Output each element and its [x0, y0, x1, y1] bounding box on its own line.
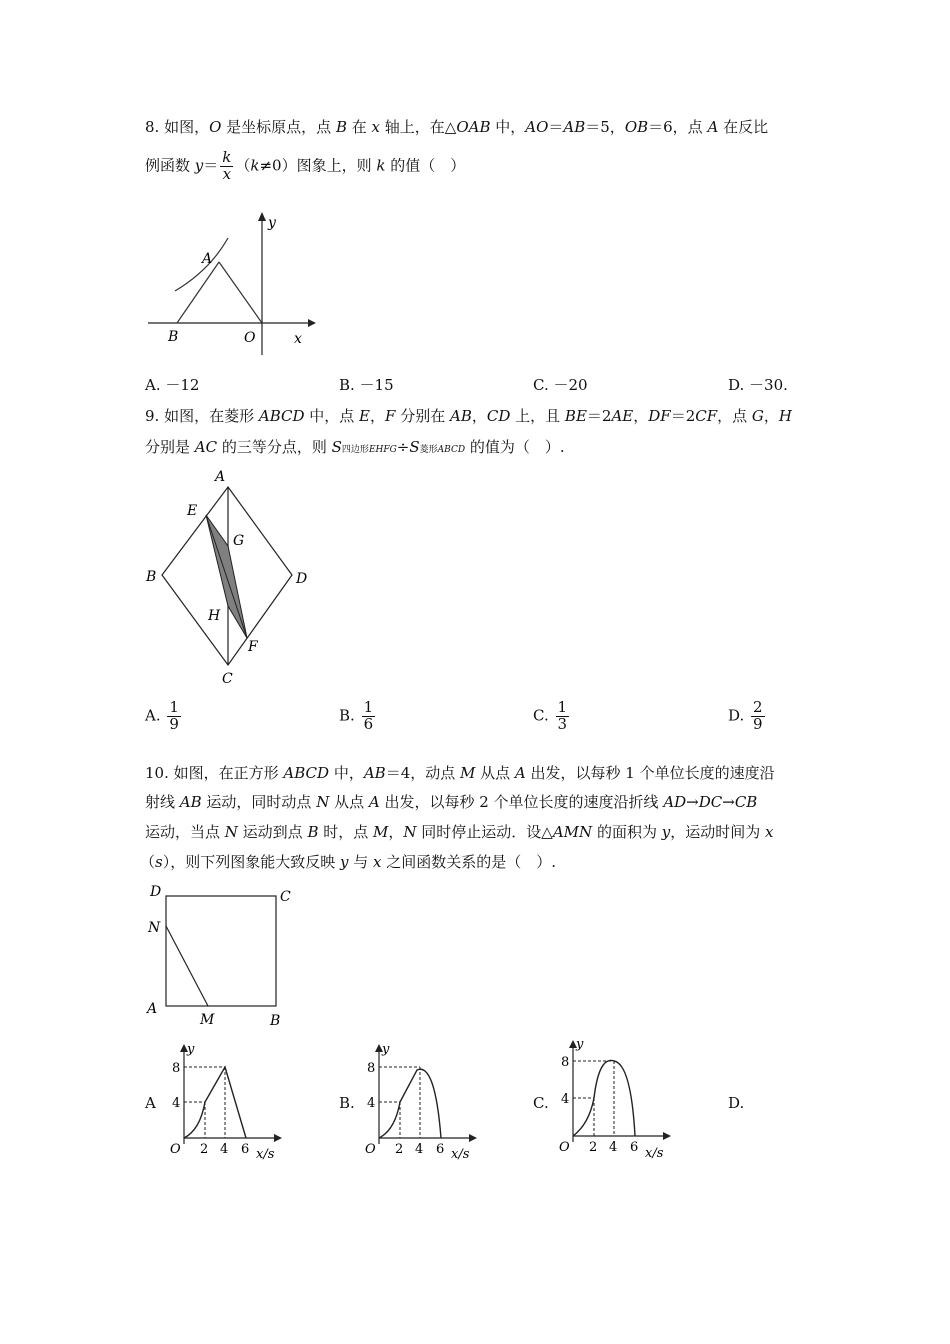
origin-label: O	[559, 1140, 570, 1155]
q8-text: ＝5，	[585, 118, 625, 136]
q8-figure	[140, 205, 320, 365]
q9-text: 的值为（ ）.	[465, 438, 565, 456]
q8-stem-line2	[145, 150, 465, 183]
segment-AB	[177, 262, 219, 323]
q10-text: 运动到点	[237, 823, 308, 841]
q10-var: B	[307, 823, 319, 841]
label-A: A	[215, 469, 226, 485]
q8-fraction	[220, 150, 233, 183]
q9-var: S	[331, 438, 342, 456]
fraction-denominator: 9	[169, 714, 179, 733]
q9-text: ，	[763, 407, 779, 425]
q9-var: BE	[564, 407, 587, 425]
tick-label-8: 8	[367, 1061, 376, 1076]
axis-label-y: y	[382, 1042, 390, 1057]
x-axis-arrow-icon	[274, 1134, 282, 1142]
q9-option-b[interactable]	[339, 700, 377, 733]
square-ABCD	[166, 896, 276, 1006]
fraction-numerator: 2	[753, 698, 763, 716]
q10-option-b[interactable]: B.	[339, 1094, 355, 1112]
q10-text: 运动，同时动点	[201, 793, 317, 811]
option-fraction	[556, 700, 570, 733]
label-B: B	[270, 1013, 281, 1029]
q9-option-d[interactable]	[728, 700, 767, 733]
q9-text: 分别是	[145, 438, 195, 456]
q10-var: AD→DC→CB	[663, 793, 758, 811]
q10-var: M	[460, 764, 476, 782]
q10-var: A	[514, 764, 526, 782]
q9-text: 分别在	[395, 407, 450, 425]
q10-text: ，运动时间为	[670, 823, 765, 841]
axis-label-x: x/s	[645, 1146, 664, 1161]
q9-var: AB	[449, 407, 472, 425]
q10-var: s	[155, 853, 163, 871]
q10-option-a[interactable]: A	[145, 1094, 156, 1112]
label-N: N	[148, 920, 161, 936]
axis-label-y: y	[187, 1042, 195, 1057]
option-fraction	[751, 700, 765, 733]
q10-graph-b[interactable]	[357, 1040, 487, 1165]
q8-text: ＝	[203, 156, 219, 175]
q9-text: 的三等分点，则	[217, 438, 332, 456]
origin-label: O	[170, 1142, 181, 1157]
subscript: EHFG	[368, 445, 397, 455]
q9-var: DF	[648, 407, 671, 425]
tick-label-4: 4	[367, 1096, 376, 1111]
q10-text: 中，	[329, 764, 364, 782]
q10-text: （	[140, 853, 156, 871]
q10-text: 从点	[475, 764, 515, 782]
tick-label-6: 6	[436, 1142, 445, 1157]
q8-var: k	[376, 156, 386, 175]
option-label: D.	[728, 706, 745, 725]
label-A: A	[147, 1001, 158, 1017]
fraction-numerator: 1	[557, 698, 568, 716]
fraction-denominator: 3	[557, 714, 568, 733]
x-axis-arrow-icon	[663, 1132, 671, 1140]
q10-stem-line2	[145, 791, 757, 812]
q9-text: ＝2	[586, 407, 612, 425]
q8-text: 例函数	[145, 156, 195, 175]
fraction-numerator: k	[222, 148, 232, 166]
q8-var: OB	[624, 118, 649, 136]
q10-text: 的面积为	[592, 823, 662, 841]
q8-text: ≠0）图象上，则	[259, 156, 377, 175]
tick-label-2: 2	[200, 1142, 209, 1157]
function-curve	[184, 1067, 246, 1138]
q9-figure	[140, 465, 330, 690]
q10-text: 从点	[329, 793, 369, 811]
q8-var: y	[194, 156, 204, 175]
q9-text: ＝2	[670, 407, 696, 425]
function-curve	[379, 1069, 441, 1138]
q9-var: AC	[194, 438, 218, 456]
q8-text: 中，	[490, 118, 526, 136]
q9-text: 9. 如图，在菱形	[145, 407, 259, 425]
q10-text: 出发，以每秒 2 个单位长度的速度沿折线	[379, 793, 664, 811]
subscript: ABCD	[437, 445, 466, 455]
tick-label-4: 4	[172, 1096, 181, 1111]
option-fraction	[362, 700, 376, 733]
label-y: y	[268, 215, 276, 231]
label-A: A	[202, 251, 213, 267]
q8-text: 轴上，在△	[380, 118, 457, 136]
q9-text: ，	[633, 407, 649, 425]
q10-text: 运动，当点	[145, 823, 225, 841]
q9-text: 中，点	[304, 407, 360, 425]
segment-MN	[166, 926, 208, 1006]
label-B: B	[168, 329, 179, 345]
q8-var: x	[371, 118, 380, 136]
label-C: C	[280, 889, 291, 905]
q8-option-a[interactable]: A. －12	[145, 376, 200, 394]
q9-var: CF	[695, 407, 718, 425]
q10-graph-a[interactable]	[162, 1040, 292, 1165]
q10-var: N	[316, 793, 330, 811]
q9-text: ，点	[717, 407, 752, 425]
q8-var: AB	[563, 118, 586, 136]
origin-label: O	[365, 1142, 376, 1157]
q10-text: 10. 如图，在正方形	[145, 764, 284, 782]
q10-stem-line1	[145, 762, 775, 783]
subscript: 菱形	[419, 445, 438, 455]
q8-var: AO	[525, 118, 549, 136]
q8-option-c[interactable]: C. －20	[533, 376, 588, 394]
function-curve	[573, 1060, 635, 1136]
option-label: B.	[339, 706, 355, 725]
q10-var: x	[373, 853, 382, 871]
fraction-denominator: 9	[753, 714, 763, 733]
q10-var: AMN	[552, 823, 593, 841]
tick-label-6: 6	[241, 1142, 250, 1157]
label-B: B	[146, 569, 157, 585]
option-label: A.	[145, 706, 161, 725]
q8-text: 的值（ ）	[385, 156, 466, 175]
tick-label-2: 2	[589, 1140, 598, 1155]
option-fraction	[167, 700, 181, 733]
q9-text: ÷	[396, 438, 410, 456]
q10-option-c[interactable]: C.	[533, 1094, 549, 1112]
q10-var: x	[764, 823, 774, 841]
tick-label-4: 4	[561, 1092, 570, 1107]
label-F: F	[248, 639, 258, 655]
axis-label-x: x/s	[256, 1147, 275, 1162]
q9-option-a[interactable]	[145, 700, 183, 733]
q10-stem-line3	[145, 821, 773, 842]
q8-var: k	[250, 156, 260, 175]
fraction-denominator: 6	[363, 714, 374, 733]
q8-var: OAB	[456, 118, 491, 136]
q10-stem-line4	[140, 851, 556, 872]
q8-text: （	[235, 156, 251, 175]
q8-text: ＝6，点	[648, 118, 708, 136]
q10-figure	[140, 880, 310, 1030]
q10-text: ，	[388, 823, 404, 841]
label-E: E	[187, 503, 198, 519]
q10-graph-c[interactable]	[551, 1034, 681, 1164]
option-label: C.	[533, 706, 549, 725]
q8-var: O	[209, 118, 222, 136]
q9-var: E	[359, 407, 370, 425]
segment-AO	[219, 262, 262, 323]
q10-var: y	[340, 853, 349, 871]
label-D: D	[296, 571, 308, 587]
q9-var: CD	[486, 407, 511, 425]
tick-label-4: 4	[220, 1142, 229, 1157]
axis-label-x: x/s	[451, 1147, 470, 1162]
label-M: M	[200, 1012, 215, 1028]
q10-var: AB	[363, 764, 386, 782]
label-O: O	[244, 330, 256, 346]
q9-var: S	[409, 438, 420, 456]
q8-option-b[interactable]: B. －15	[339, 376, 394, 394]
tick-label-4: 4	[415, 1142, 424, 1157]
q10-text: 之间函数关系的是（ ）.	[381, 853, 557, 871]
x-axis-arrow-icon	[469, 1134, 477, 1142]
q8-text: 在	[346, 118, 372, 136]
q10-var: ABCD	[283, 764, 330, 782]
q9-stem-line1	[145, 405, 792, 426]
fraction-numerator: 1	[363, 698, 374, 716]
q10-var: AB	[179, 793, 202, 811]
label-H: H	[208, 608, 221, 624]
q8-text: 8. 如图，	[145, 118, 210, 136]
q9-text: ，	[370, 407, 386, 425]
q10-text: 同时停止运动．设△	[416, 823, 553, 841]
q9-var: F	[385, 407, 396, 425]
q8-var: B	[335, 118, 347, 136]
q10-text: ），则下列图象能大致反映	[162, 853, 340, 871]
q9-text: ，	[471, 407, 487, 425]
q10-text: 射线	[145, 793, 180, 811]
q8-stem-line1	[145, 116, 768, 137]
q10-text: 出发，以每秒 1 个单位长度的速度沿	[525, 764, 775, 782]
q10-var: N	[224, 823, 238, 841]
label-D: D	[150, 884, 162, 900]
tick-label-4: 4	[609, 1140, 618, 1155]
q8-text: 是坐标原点，点	[221, 118, 336, 136]
q9-stem-line2	[145, 436, 565, 457]
fraction-denominator: x	[222, 164, 232, 183]
tick-label-2: 2	[395, 1142, 404, 1157]
q9-text: 上，且	[510, 407, 565, 425]
tick-label-8: 8	[172, 1061, 181, 1076]
q10-text: 时，点	[318, 823, 374, 841]
q10-option-d[interactable]: D.	[728, 1094, 745, 1112]
y-axis-arrow-icon	[258, 212, 266, 221]
q8-text: ＝	[548, 118, 564, 136]
q9-var: H	[778, 407, 793, 425]
q9-var: ABCD	[258, 407, 305, 425]
q10-var: N	[403, 823, 417, 841]
tick-label-8: 8	[561, 1055, 570, 1070]
tick-label-6: 6	[630, 1140, 639, 1155]
x-axis-arrow-icon	[308, 319, 316, 327]
q10-var: M	[373, 823, 389, 841]
q9-var: AE	[611, 407, 634, 425]
fraction-numerator: 1	[169, 698, 179, 716]
axis-label-y: y	[576, 1037, 584, 1052]
label-x: x	[294, 331, 302, 347]
q9-option-c[interactable]	[533, 700, 571, 733]
q9-var: G	[751, 407, 764, 425]
q10-text: 与	[348, 853, 374, 871]
q8-text: 在反比	[718, 118, 769, 136]
q10-var: y	[661, 823, 671, 841]
label-C: C	[222, 671, 233, 687]
subscript: 四边形	[341, 445, 369, 455]
q8-var: A	[707, 118, 719, 136]
q8-option-d[interactable]: D. －30.	[728, 376, 788, 394]
q10-text: ＝4，动点	[385, 764, 460, 782]
q10-var: A	[368, 793, 380, 811]
label-G: G	[233, 533, 245, 549]
